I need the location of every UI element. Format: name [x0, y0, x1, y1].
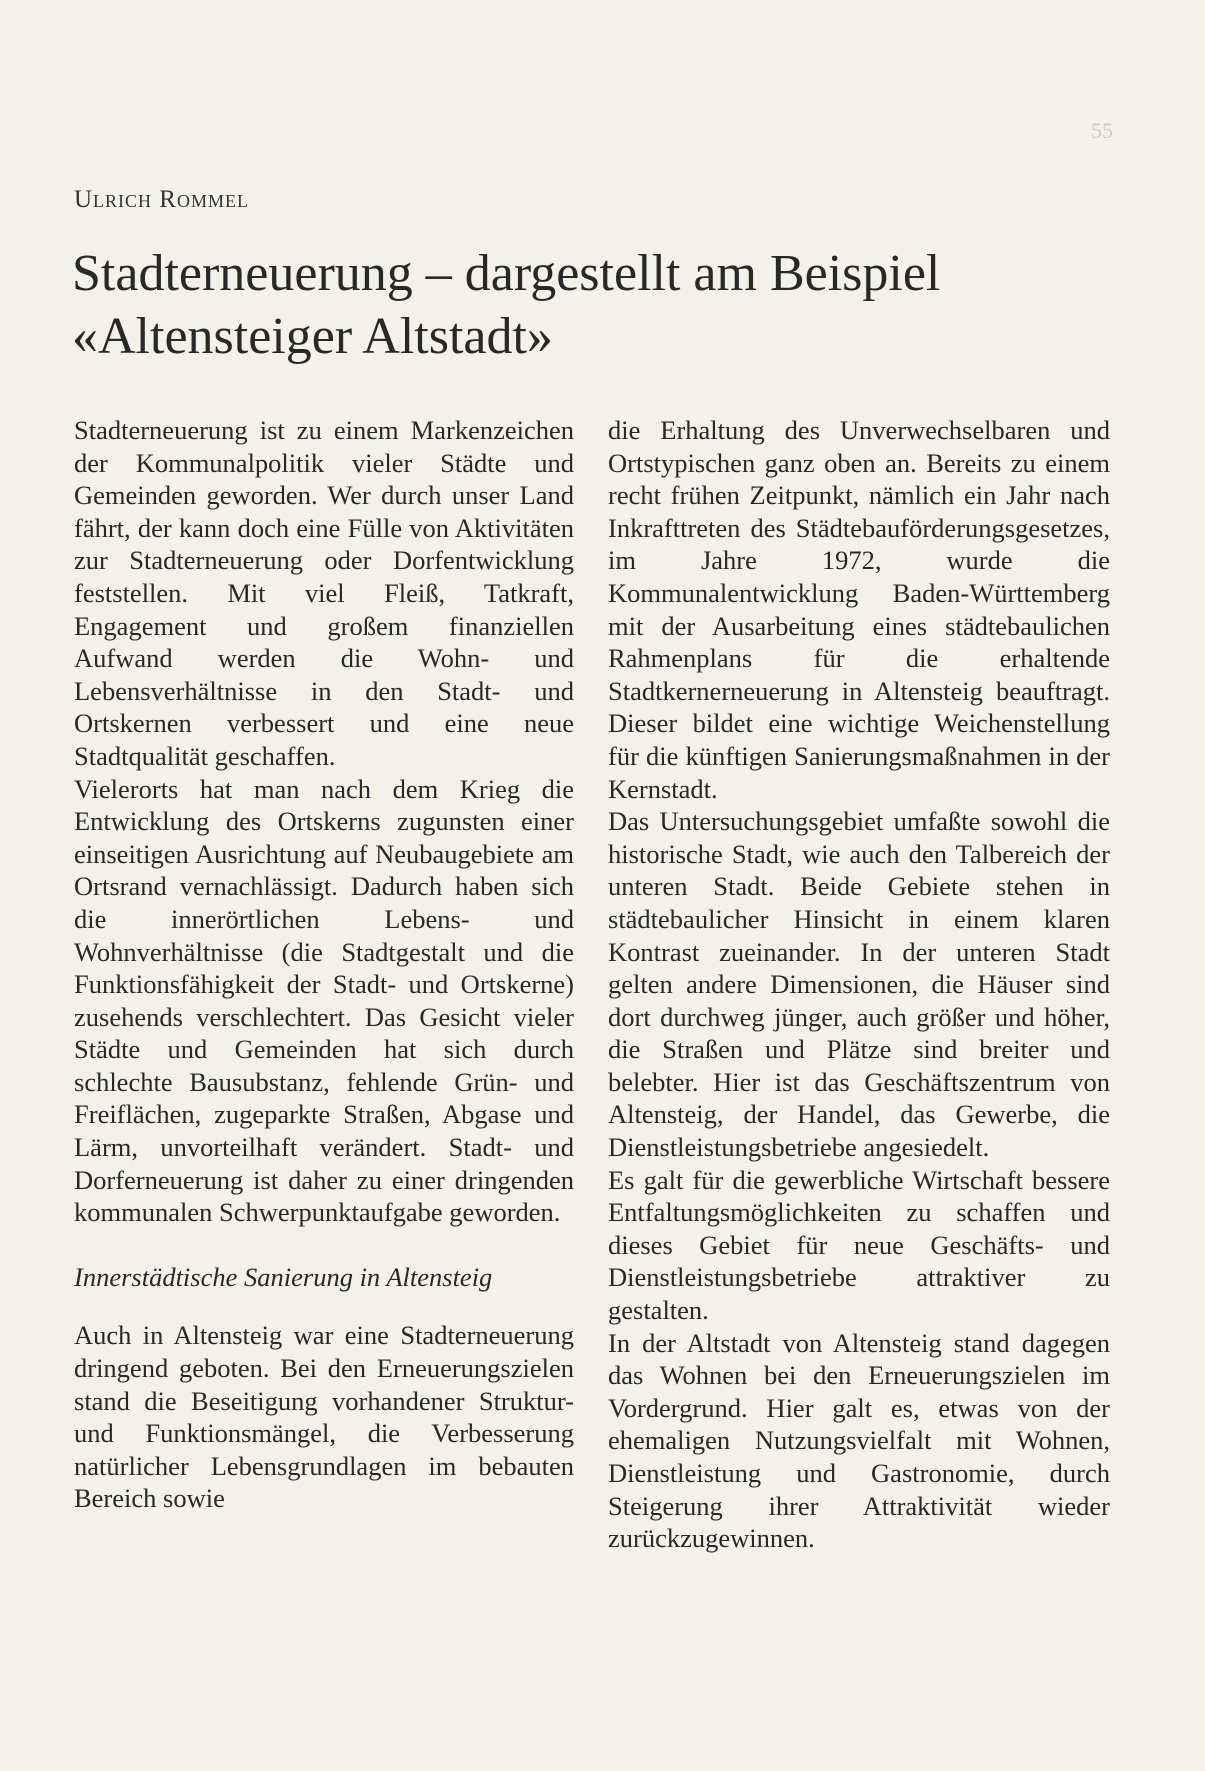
paragraph: Das Untersuchungsgebiet umfaßte sowohl die historische Stadt, wie auch den Talbereich der unteren Stadt. Beide Gebiete stehen in städtebaulicher Hinsicht in einem klaren Kontrast zueinander. In der unteren Stadt gelten andere Dimensionen, die Häuser sind dort durchweg jünger, auch größer und höher, die Straßen und Plätze sind breiter und belebter. Hier ist das Geschäftszentrum von Altensteig, der Handel, das Gewerbe, die Dienstleistungsbetriebe angesiedelt. [608, 806, 1110, 1163]
author-name: Ulrich Rommel [74, 186, 249, 213]
left-column [74, 414, 574, 1515]
paragraph: In der Altstadt von Altensteig stand dagegen das Wohnen bei den Erneuerungszielen im Vordergrund. Hier galt es, etwas von der ehemaligen Nutzungsvielfalt mit Wohnen, Dienstleistung und Gastronomie, durch Steigerung ihrer Attraktivität wieder zurückzugewinnen. [608, 1327, 1110, 1554]
title-line-2: «Altensteiger Altstadt» [72, 308, 553, 365]
paragraph: Vielerorts hat man nach dem Krieg die Entwicklung des Ortskerns zugunsten einer einseitigen Ausrichtung auf Neubaugebiete am Ortsrand vernachlässigt. Dadurch haben sich die innerörtlichen Lebens- und Wohnverhältnisse (die Stadtgestalt und die Funktionsfähigkeit der Stadt- und Ortskerne) zusehends verschlechtert. Das Gesicht vieler Städte und Gemeinden hat sich durch schlechte Bausubstanz, fehlende Grün- und Freiflächen, zugeparkte Straßen, Abgase und Lärm, unvorteilhaft verändert. Stadt- und Dorferneuerung ist daher zu einer dringenden kommunalen Schwerpunktaufgabe geworden. [74, 773, 574, 1228]
article-title [72, 242, 1132, 368]
paragraph: Es galt für die gewerbliche Wirtschaft bessere Entfaltungsmöglichkeiten zu schaffen und dieses Gebiet für neue Geschäfts- und Dienstleistungsbetriebe attraktiver zu gestalten. [608, 1164, 1110, 1326]
paragraph: Stadterneuerung ist zu einem Markenzeichen der Kommunalpolitik vieler Städte und Gemeinden geworden. Wer durch unser Land fährt, der kann doch eine Fülle von Aktivitäten zur Stadterneuerung oder Dorfentwicklung feststellen. Mit viel Fleiß, Tatkraft, Engagement und großem finanziellen Aufwand werden die Wohn- und Lebensverhältnisse in den Stadt- und Ortskernen verbessert und eine neue Stadtqualität geschaffen. [74, 415, 574, 771]
page-number: 55 [1091, 118, 1113, 143]
right-column [608, 414, 1110, 1555]
title-line-1: Stadterneuerung – dargestellt am Beispiel [72, 245, 941, 302]
section-subheading: Innerstädtische Sanierung in Altensteig [74, 1261, 493, 1292]
paragraph: die Erhaltung des Unverwechselbaren und Ortstypischen ganz oben an. Bereits zu einem recht frühen Zeitpunkt, nämlich ein Jahr nach Inkrafttreten des Städtebauförderungsgesetzes, im Jahre 1972, wurde die Kommunalentwicklung Baden-Württemberg mit der Ausarbeitung eines städtebaulichen Rahmenplans für die erhaltende Stadtkernerneuerung in Altensteig beauftragt. Dieser bildet eine wichtige Weichenstellung für die künftigen Sanierungsmaßnahmen in der Kernstadt. [608, 415, 1110, 804]
paragraph: Auch in Altensteig war eine Stadterneuerung dringend geboten. Bei den Erneuerungszielen stand die Beseitigung vorhandener Struktur- und Funktionsmängel, die Verbesserung natürlicher Lebensgrundlagen im bebauten Bereich sowie [74, 1320, 574, 1514]
